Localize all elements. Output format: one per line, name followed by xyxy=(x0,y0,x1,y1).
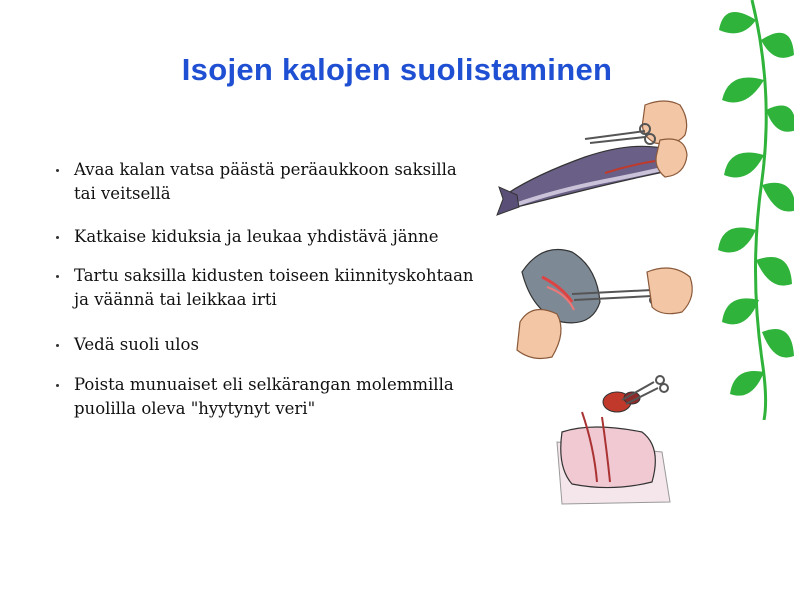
bullet-dot xyxy=(56,384,59,387)
bullet-text: Vedä suoli ulos xyxy=(74,335,199,354)
bullet-dot xyxy=(56,169,59,172)
leaf xyxy=(718,228,756,253)
stem xyxy=(752,0,766,420)
leaf xyxy=(730,371,764,396)
bullet-text: Tartu saksilla kidusten toiseen kiinnityskohtaan ja väännä tai leikkaa irti xyxy=(74,266,474,309)
bullet-dot xyxy=(56,275,59,278)
leaf xyxy=(722,298,759,324)
leaf xyxy=(761,33,794,58)
gut-removal-illustration xyxy=(552,372,682,522)
leaf xyxy=(766,106,794,132)
leaf xyxy=(762,329,794,358)
slide-title: Isojen kalojen suolistaminen xyxy=(181,52,613,87)
bullet-dot xyxy=(56,236,59,239)
bullet-dot xyxy=(56,344,59,347)
leaf xyxy=(756,257,792,286)
hand xyxy=(647,268,692,314)
gill-scissors-illustration xyxy=(512,232,712,372)
hand xyxy=(643,101,687,144)
leaf-stem-decoration xyxy=(704,0,794,420)
leaf xyxy=(724,153,764,178)
bullet-text: Avaa kalan vatsa päästä peräaukkoon saksilla tai veitsellä xyxy=(74,160,457,203)
leaf xyxy=(722,78,764,103)
bullet-text: Katkaise kiduksia ja leukaa yhdistävä jänne xyxy=(74,227,439,246)
fish-cutting-illustration xyxy=(495,95,695,225)
leaf xyxy=(762,183,794,212)
leaf xyxy=(719,12,756,33)
bullet-text: Poista munuaiset eli selkärangan molemmilla puolilla oleva "hyytynyt veri" xyxy=(74,375,454,418)
